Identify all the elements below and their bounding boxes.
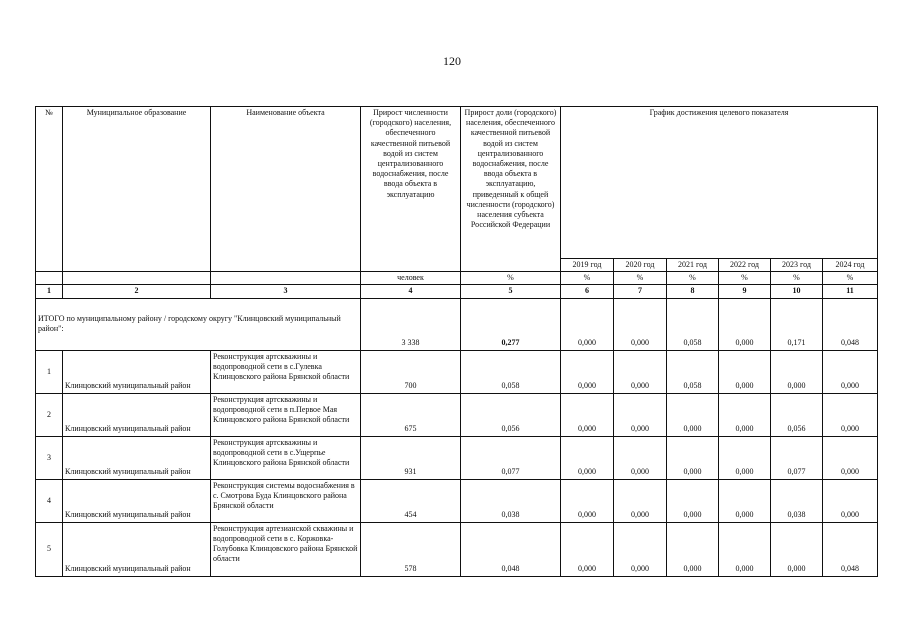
share-cell: 0,056 [461, 393, 561, 436]
column-number: 8 [667, 285, 719, 298]
year-value-cell: 0,000 [561, 393, 614, 436]
column-number: 11 [823, 285, 878, 298]
header-year: 2022 год [719, 259, 771, 272]
year-value-cell: 0,000 [561, 479, 614, 522]
people-cell: 931 [361, 436, 461, 479]
column-number: 6 [561, 285, 614, 298]
object-name-cell: Реконструкция системы водоснабжения в с. Смотрова Буда Клинцовского района Брянской области [211, 479, 361, 522]
header-year: 2024 год [823, 259, 878, 272]
year-value-cell: 0,000 [719, 350, 771, 393]
year-value-cell: 0,000 [561, 350, 614, 393]
header-object-name: Наименование объекта [211, 107, 361, 272]
column-number: 7 [614, 285, 667, 298]
unit-people: человек [361, 272, 461, 285]
year-value-cell: 0,000 [561, 436, 614, 479]
unit-percent: % [667, 272, 719, 285]
object-name-cell: Реконструкция артскважины и водопроводной сети в с.Гулевка Клинцовского района Брянской области [211, 350, 361, 393]
unit-percent: % [771, 272, 823, 285]
year-value-cell: 0,000 [667, 436, 719, 479]
column-number: 9 [719, 285, 771, 298]
year-value-cell: 0,000 [614, 436, 667, 479]
units-cell-empty [36, 272, 63, 285]
header-no: № [36, 107, 63, 272]
target-indicator-table [35, 106, 878, 577]
unit-percent: % [614, 272, 667, 285]
column-number: 4 [361, 285, 461, 298]
year-value-cell: 0,056 [771, 393, 823, 436]
total-year-value: 0,000 [719, 298, 771, 350]
row-number: 2 [36, 393, 63, 436]
units-row [36, 272, 878, 285]
table-row [36, 436, 878, 479]
total-year-value: 0,000 [614, 298, 667, 350]
column-numbers-row [36, 285, 878, 298]
table-row [36, 522, 878, 576]
column-number: 2 [63, 285, 211, 298]
year-value-cell: 0,000 [614, 350, 667, 393]
header-year: 2019 год [561, 259, 614, 272]
table-row [36, 350, 878, 393]
unit-percent: % [823, 272, 878, 285]
header-year: 2020 год [614, 259, 667, 272]
municipality-cell: Клинцовский муниципальный район [63, 436, 211, 479]
object-name-cell: Реконструкция артскважины и водопроводной сети в с.Ущерпье Клинцовского района Брянской области [211, 436, 361, 479]
header-municipality: Муниципальное образование [63, 107, 211, 272]
total-people: 3 338 [361, 298, 461, 350]
year-value-cell: 0,000 [667, 522, 719, 576]
unit-percent: % [561, 272, 614, 285]
unit-percent: % [461, 272, 561, 285]
page-number: 120 [443, 54, 461, 68]
year-value-cell: 0,077 [771, 436, 823, 479]
year-value-cell: 0,000 [823, 479, 878, 522]
total-label: ИТОГО по муниципальному району / городскому округу "Клинцовский муниципальный район": [36, 298, 361, 350]
header-row [36, 107, 878, 259]
unit-percent: % [719, 272, 771, 285]
total-year-value: 0,171 [771, 298, 823, 350]
year-value-cell: 0,000 [771, 522, 823, 576]
year-value-cell: 0,000 [614, 479, 667, 522]
share-cell: 0,077 [461, 436, 561, 479]
header-schedule: График достижения целевого показателя [561, 107, 878, 259]
row-number: 5 [36, 522, 63, 576]
year-value-cell: 0,000 [719, 522, 771, 576]
year-value-cell: 0,000 [614, 393, 667, 436]
year-value-cell: 0,000 [823, 350, 878, 393]
share-cell: 0,058 [461, 350, 561, 393]
year-value-cell: 0,000 [614, 522, 667, 576]
row-number: 3 [36, 436, 63, 479]
year-value-cell: 0,000 [823, 436, 878, 479]
year-value-cell: 0,000 [719, 393, 771, 436]
year-value-cell: 0,000 [561, 522, 614, 576]
object-name-cell: Реконструкция артскважины и водопроводной сети в п.Первое Мая Клинцовского района Брянской области [211, 393, 361, 436]
municipality-cell: Клинцовский муниципальный район [63, 350, 211, 393]
municipality-cell: Клинцовский муниципальный район [63, 522, 211, 576]
total-year-value: 0,048 [823, 298, 878, 350]
total-row [36, 298, 878, 350]
year-value-cell: 0,000 [667, 393, 719, 436]
year-value-cell: 0,038 [771, 479, 823, 522]
year-value-cell: 0,058 [667, 350, 719, 393]
column-number: 5 [461, 285, 561, 298]
units-cell-empty [63, 272, 211, 285]
share-cell: 0,048 [461, 522, 561, 576]
people-cell: 700 [361, 350, 461, 393]
share-cell: 0,038 [461, 479, 561, 522]
people-cell: 454 [361, 479, 461, 522]
year-value-cell: 0,000 [667, 479, 719, 522]
year-value-cell: 0,048 [823, 522, 878, 576]
header-year: 2021 год [667, 259, 719, 272]
municipality-cell: Клинцовский муниципальный район [63, 393, 211, 436]
object-name-cell: Реконструкция артезианской скважины и водопроводной сети в с. Коржовка-Голубовка Клинцовского района Брянской области [211, 522, 361, 576]
year-value-cell: 0,000 [719, 479, 771, 522]
header-year: 2023 год [771, 259, 823, 272]
total-year-value: 0,000 [561, 298, 614, 350]
header-population-growth: Прирост численности (городского) населения, обеспеченного качественной питьевой водой из систем централизованного водоснабжения, после ввода объекта в эксплуатацию [361, 107, 461, 272]
units-cell-empty [211, 272, 361, 285]
table-row [36, 393, 878, 436]
header-share-growth: Прирост доли (городского) населения, обеспеченного качественной питьевой водой из систем централизованного водоснабжения, после ввода объекта в эксплуатацию, приведенный к общей численности (городского) населения субъекта Российской Федерации [461, 107, 561, 272]
column-number: 1 [36, 285, 63, 298]
municipality-cell: Клинцовский муниципальный район [63, 479, 211, 522]
people-cell: 675 [361, 393, 461, 436]
year-value-cell: 0,000 [823, 393, 878, 436]
row-number: 1 [36, 350, 63, 393]
column-number: 3 [211, 285, 361, 298]
people-cell: 578 [361, 522, 461, 576]
row-number: 4 [36, 479, 63, 522]
total-share: 0,277 [461, 298, 561, 350]
column-number: 10 [771, 285, 823, 298]
total-year-value: 0,058 [667, 298, 719, 350]
year-value-cell: 0,000 [771, 350, 823, 393]
table-row [36, 479, 878, 522]
year-value-cell: 0,000 [719, 436, 771, 479]
